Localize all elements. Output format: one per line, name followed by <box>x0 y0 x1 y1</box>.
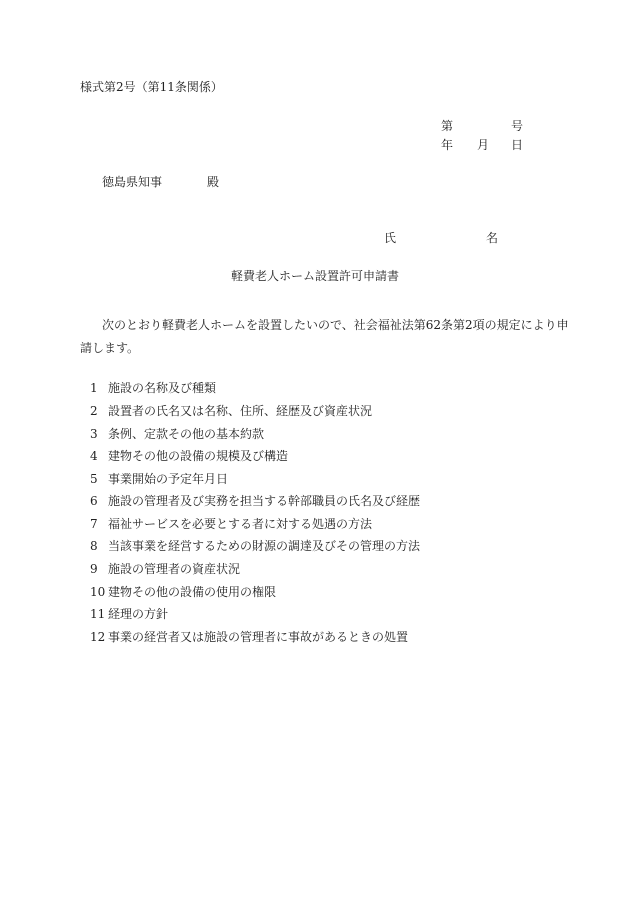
document-title: 軽費老人ホーム設置許可申請書 <box>230 269 399 283</box>
list-item <box>90 382 216 394</box>
list-item-text: 当該事業を経営するための財源の調達及びその管理の方法 <box>108 539 421 553</box>
list-item-number: 5 <box>90 472 98 486</box>
list-item-number: 7 <box>90 517 98 531</box>
list-item-text: 施設の管理者の資産状況 <box>108 562 241 576</box>
list-item-text: 事業開始の予定年月日 <box>108 472 229 486</box>
list-item-text: 建物その他の設備の規模及び構造 <box>108 449 289 463</box>
list-item-text: 経理の方針 <box>108 607 169 621</box>
body-text-line-1: 次のとおり軽費老人ホームを設置したいので、社会福祉法第62条第2項の規定により申 <box>102 318 569 332</box>
list-item-number: 12 <box>90 630 106 644</box>
list-item <box>90 563 240 575</box>
list-item <box>90 450 288 462</box>
addressee-honorific: 殿 <box>207 175 220 189</box>
list-item <box>90 631 408 643</box>
list-item-number: 6 <box>90 494 98 508</box>
list-item-text: 施設の名称及び種類 <box>108 381 217 395</box>
list-item <box>90 608 168 620</box>
list-item-number: 8 <box>90 539 98 553</box>
list-item-number: 1 <box>90 381 98 395</box>
list-item <box>90 428 264 440</box>
list-item-number: 10 <box>90 585 106 599</box>
applicant-name-label-shi: 氏 <box>384 231 397 245</box>
list-item <box>90 495 420 507</box>
list-item <box>90 540 420 552</box>
application-number-suffix: 号 <box>511 119 524 133</box>
addressee: 徳島県知事 <box>102 175 163 189</box>
application-number-prefix: 第 <box>441 119 454 133</box>
list-item <box>90 473 228 485</box>
date-year: 年 <box>441 138 454 152</box>
list-item <box>90 518 372 530</box>
list-item <box>90 586 276 598</box>
list-item-number: 11 <box>90 607 106 621</box>
list-item-text: 建物その他の設備の使用の権限 <box>108 585 277 599</box>
applicant-name-label-mei: 名 <box>486 231 499 245</box>
list-item-number: 4 <box>90 449 98 463</box>
body-text-line-2: 請します。 <box>80 341 140 355</box>
list-item-number: 9 <box>90 562 98 576</box>
list-item-number: 2 <box>90 404 98 418</box>
list-item-text: 施設の管理者及び実務を担当する幹部職員の氏名及び経歴 <box>108 494 421 508</box>
list-item <box>90 405 372 417</box>
date-day: 日 <box>511 138 524 152</box>
list-item-number: 3 <box>90 427 98 441</box>
list-item-text: 設置者の氏名又は名称、住所、経歴及び資産状況 <box>108 404 373 418</box>
list-item-text: 条例、定款その他の基本約款 <box>108 427 265 441</box>
list-item-text: 福祉サービスを必要とする者に対する処遇の方法 <box>108 517 373 531</box>
date-month: 月 <box>477 138 490 152</box>
form-number: 様式第2号（第11条関係） <box>80 80 223 94</box>
list-item-text: 事業の経営者又は施設の管理者に事故があるときの処置 <box>108 630 409 644</box>
